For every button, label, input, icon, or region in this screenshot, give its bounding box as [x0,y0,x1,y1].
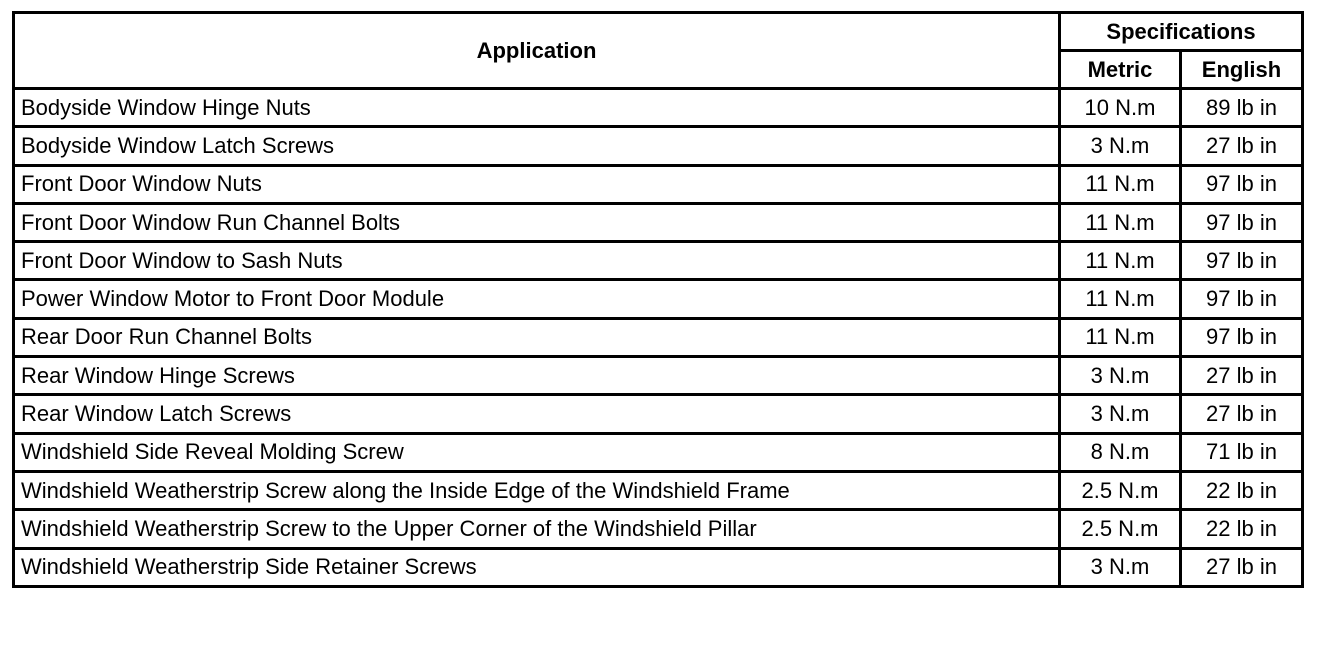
metric-cell: 3 N.m [1060,395,1181,433]
table-row [14,203,1303,241]
metric-cell: 3 N.m [1060,357,1181,395]
application-cell: Windshield Weatherstrip Side Retainer Screws [14,548,1060,586]
application-cell: Bodyside Window Hinge Nuts [14,89,1060,127]
metric-cell: 11 N.m [1060,203,1181,241]
table-row [14,510,1303,548]
application-cell: Power Window Motor to Front Door Module [14,280,1060,318]
english-cell: 97 lb in [1181,318,1303,356]
metric-cell: 3 N.m [1060,548,1181,586]
table-row [14,89,1303,127]
application-cell: Bodyside Window Latch Screws [14,127,1060,165]
english-cell: 97 lb in [1181,242,1303,280]
table-row [14,395,1303,433]
table-body [14,89,1303,587]
application-cell: Windshield Weatherstrip Screw along the Inside Edge of the Windshield Frame [14,471,1060,509]
table-row [14,242,1303,280]
english-cell: 27 lb in [1181,548,1303,586]
english-cell: 89 lb in [1181,89,1303,127]
table-row [14,548,1303,586]
english-cell: 27 lb in [1181,395,1303,433]
application-cell: Windshield Side Reveal Molding Screw [14,433,1060,471]
english-cell: 27 lb in [1181,357,1303,395]
metric-cell: 8 N.m [1060,433,1181,471]
metric-cell: 2.5 N.m [1060,471,1181,509]
metric-cell: 11 N.m [1060,242,1181,280]
table-row [14,280,1303,318]
english-cell: 97 lb in [1181,165,1303,203]
metric-cell: 11 N.m [1060,165,1181,203]
application-cell: Rear Window Hinge Screws [14,357,1060,395]
application-cell: Front Door Window Run Channel Bolts [14,203,1060,241]
table-row [14,165,1303,203]
metric-cell: 3 N.m [1060,127,1181,165]
specifications-table [12,11,1304,588]
metric-header: Metric [1060,51,1181,89]
table-row [14,433,1303,471]
metric-cell: 11 N.m [1060,318,1181,356]
english-cell: 27 lb in [1181,127,1303,165]
table-header [14,13,1303,89]
english-header: English [1181,51,1303,89]
application-cell: Rear Window Latch Screws [14,395,1060,433]
english-cell: 22 lb in [1181,510,1303,548]
table-row [14,471,1303,509]
english-cell: 71 lb in [1181,433,1303,471]
header-row-top [14,13,1303,51]
english-cell: 97 lb in [1181,203,1303,241]
specifications-header: Specifications [1060,13,1303,51]
table-row [14,357,1303,395]
metric-cell: 11 N.m [1060,280,1181,318]
table-row [14,127,1303,165]
table-row [14,318,1303,356]
english-cell: 97 lb in [1181,280,1303,318]
application-cell: Front Door Window to Sash Nuts [14,242,1060,280]
application-header: Application [14,13,1060,89]
metric-cell: 10 N.m [1060,89,1181,127]
metric-cell: 2.5 N.m [1060,510,1181,548]
application-cell: Front Door Window Nuts [14,165,1060,203]
application-cell: Windshield Weatherstrip Screw to the Upper Corner of the Windshield Pillar [14,510,1060,548]
english-cell: 22 lb in [1181,471,1303,509]
application-cell: Rear Door Run Channel Bolts [14,318,1060,356]
